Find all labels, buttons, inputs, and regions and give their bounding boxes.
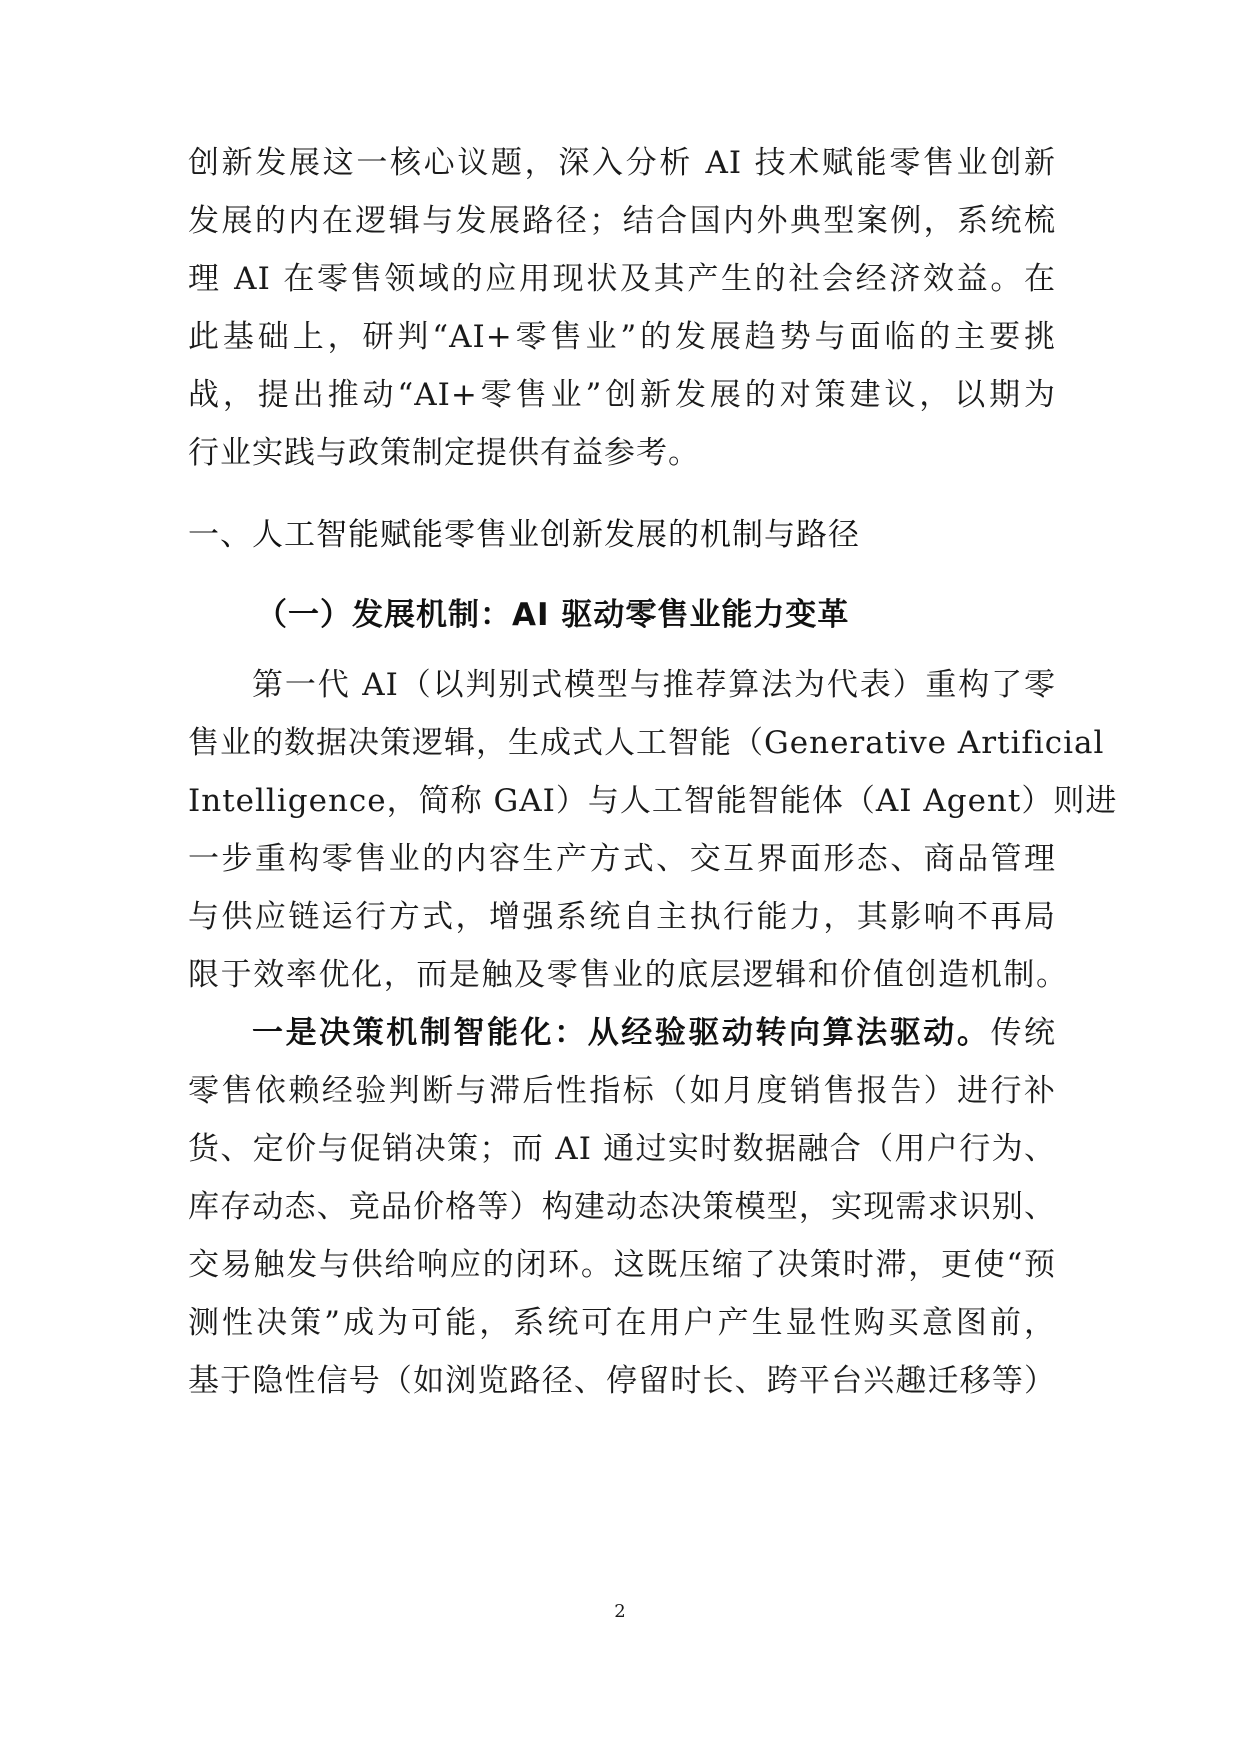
para1-line-5: 与供应链运行方式，增强系统自主执行能力，其影响不再局 [188, 899, 1056, 935]
intro-line-4: 此基础上，研判“AI+零售业”的发展趋势与面临的主要挑 [188, 319, 1056, 355]
para2-line-7: 基于隐性信号（如浏览路径、停留时长、跨平台兴趣迁移等） [188, 1363, 1056, 1399]
para1-line-6: 限于效率优化，而是触及零售业的底层逻辑和价值创造机制。 [188, 957, 1068, 993]
section-heading: 一、人工智能赋能零售业创新发展的机制与路径 [188, 517, 860, 553]
page-number: 2 [614, 1601, 626, 1622]
para1-line-3: Intelligence，简称 GAI）与人工智能智能体（AI Agent）则进 [188, 783, 1118, 819]
para2-line-6: 测性决策”成为可能，系统可在用户产生显性购买意图前， [188, 1305, 1056, 1341]
para1-line-1: 第一代 AI（以判别式模型与推荐算法为代表）重构了零 [252, 667, 1056, 703]
para2-line-3: 货、定价与促销决策；而 AI 通过实时数据融合（用户行为、 [188, 1131, 1056, 1167]
intro-line-6: 行业实践与政策制定提供有益参考。 [188, 435, 700, 471]
intro-line-5: 战，提出推动“AI+零售业”创新发展的对策建议，以期为 [188, 377, 1056, 413]
para2-line-5: 交易触发与供给响应的闭环。这既压缩了决策时滞，更使“预 [188, 1247, 1056, 1283]
para1-line-4: 一步重构零售业的内容生产方式、交互界面形态、商品管理 [188, 841, 1056, 877]
para1-line-2: 售业的数据决策逻辑，生成式人工智能（Generative Artificial [188, 725, 1105, 761]
para2-line-4: 库存动态、竞品价格等）构建动态决策模型，实现需求识别、 [188, 1189, 1056, 1225]
intro-line-2: 发展的内在逻辑与发展路径；结合国内外典型案例，系统梳 [188, 203, 1056, 239]
subsection-heading: （一）发展机制：AI 驱动零售业能力变革 [256, 597, 850, 633]
intro-line-1: 创新发展这一核心议题，深入分析 AI 技术赋能零售业创新 [188, 145, 1056, 181]
para2-line-1 [252, 1013, 1056, 1053]
intro-line-3: 理 AI 在零售领域的应用现状及其产生的社会经济效益。在 [188, 261, 1056, 297]
para2-first-line-rest: 传统 [990, 1015, 1057, 1051]
para2-lead-bold: 一是决策机制智能化：从经验驱动转向算法驱动。 [252, 1015, 991, 1051]
para2-line-2: 零售依赖经验判断与滞后性指标（如月度销售报告）进行补 [188, 1073, 1056, 1109]
